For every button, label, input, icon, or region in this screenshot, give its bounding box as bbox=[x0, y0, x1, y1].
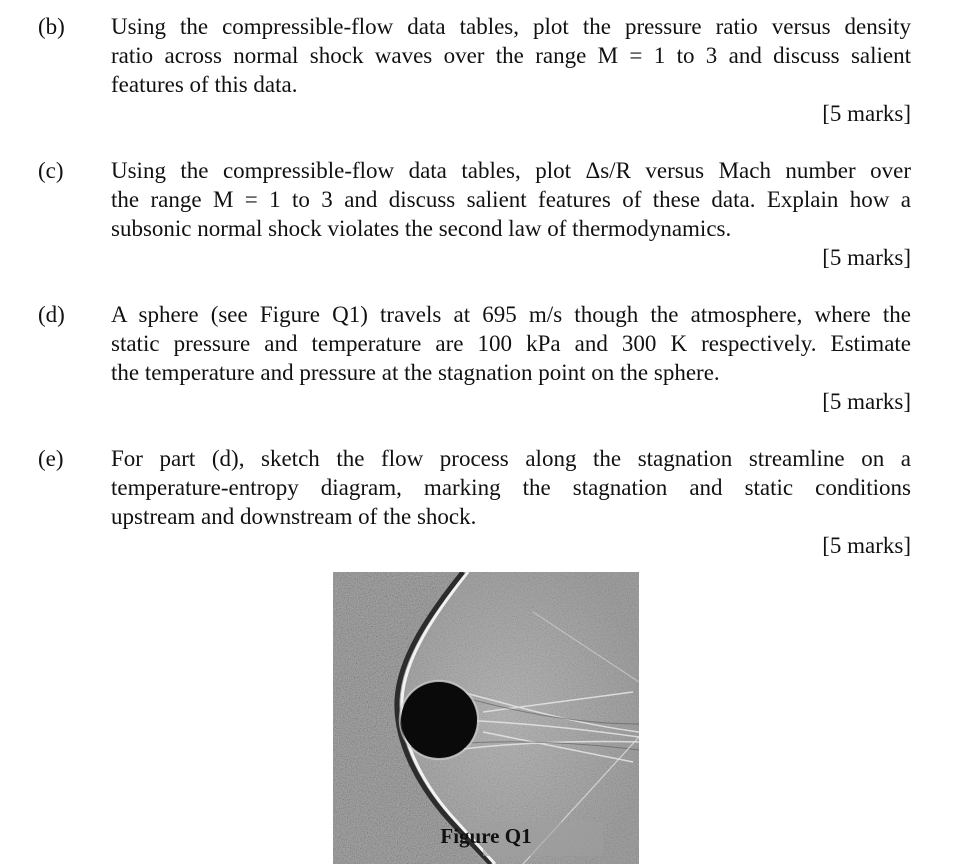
question-line: temperature-entropy diagram, marking the stagnation and static conditions bbox=[111, 475, 911, 500]
figure-q1 bbox=[333, 572, 639, 864]
figure-caption: Figure Q1 bbox=[440, 824, 532, 848]
question-line: For part (d), sketch the flow process along the stagnation streamline on a bbox=[111, 446, 911, 471]
question-label: (b) bbox=[38, 14, 65, 39]
question-line: Using the compressible-flow data tables, plot Δs/R versus Mach number over bbox=[111, 158, 911, 183]
question-text bbox=[111, 300, 911, 387]
question-line: static pressure and temperature are 100 kPa and 300 K respectively. Estimate bbox=[111, 331, 911, 356]
question-line: the temperature and pressure at the stagnation point on the sphere. bbox=[111, 360, 720, 385]
sphere bbox=[401, 682, 477, 758]
question-label: (c) bbox=[38, 158, 64, 183]
shock-sphere-image bbox=[333, 572, 639, 864]
question-text bbox=[111, 444, 911, 531]
question-label: (e) bbox=[38, 446, 64, 471]
marks-label: [5 marks] bbox=[822, 245, 911, 270]
question-line: A sphere (see Figure Q1) travels at 695 m/s though the atmosphere, where the bbox=[111, 302, 911, 327]
question-line: upstream and downstream of the shock. bbox=[111, 504, 477, 529]
marks-label: [5 marks] bbox=[822, 389, 911, 414]
question-text bbox=[111, 12, 911, 99]
question-label: (d) bbox=[38, 302, 65, 327]
question-line: features of this data. bbox=[111, 72, 298, 97]
question-line: subsonic normal shock violates the second law of thermodynamics. bbox=[111, 216, 732, 241]
question-line: ratio across normal shock waves over the range M = 1 to 3 and discuss salient bbox=[111, 43, 911, 68]
question-text bbox=[111, 156, 911, 243]
question-line: the range M = 1 to 3 and discuss salient features of these data. Explain how a bbox=[111, 187, 911, 212]
marks-label: [5 marks] bbox=[822, 101, 911, 126]
marks-label: [5 marks] bbox=[822, 533, 911, 558]
question-line: Using the compressible-flow data tables, plot the pressure ratio versus density bbox=[111, 14, 911, 39]
